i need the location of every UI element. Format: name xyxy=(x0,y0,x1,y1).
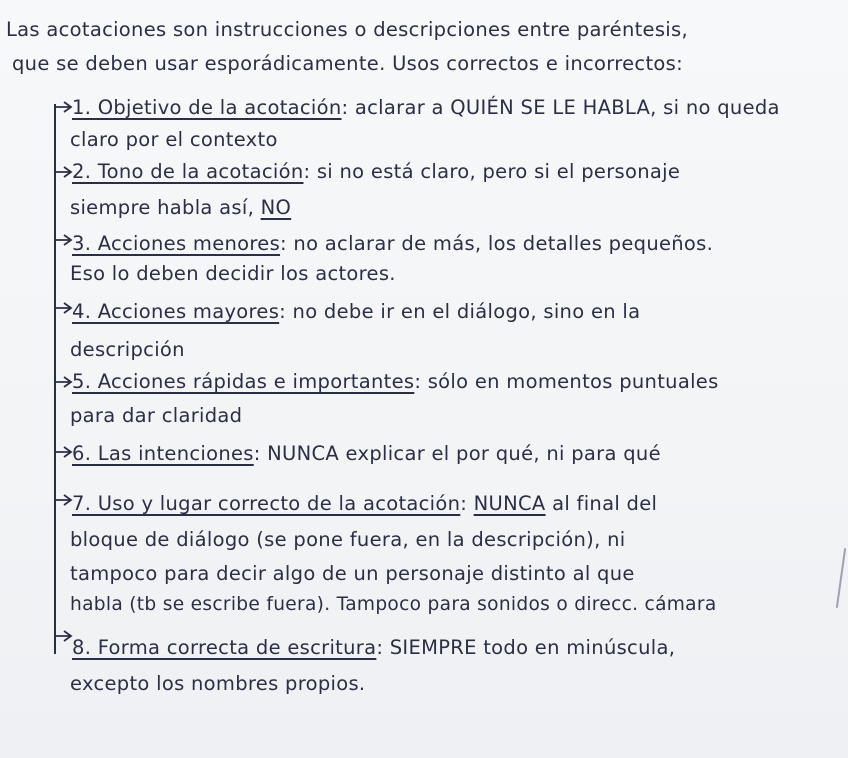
item-7-line-4: habla (tb se escribe fuera). Tampoco para sonidos o direcc. cámara xyxy=(70,594,717,615)
item-title: 8. Forma correcta de escritura xyxy=(72,636,377,659)
list-item-8 xyxy=(72,636,675,659)
item-title: 5. Acciones rápidas e importantes xyxy=(72,370,415,393)
item-text: : si no está claro, pero si el personaje xyxy=(303,160,681,183)
list-item-5 xyxy=(72,370,719,393)
arrow-icon xyxy=(36,296,74,318)
arrow-icon xyxy=(36,440,74,462)
list-item-1 xyxy=(72,96,780,119)
arrow-icon xyxy=(36,160,74,182)
arrow-icon xyxy=(36,370,74,392)
list-item-4 xyxy=(72,300,640,323)
list-item-2 xyxy=(72,160,680,183)
list-item-7 xyxy=(72,492,657,515)
arrow-icon xyxy=(36,488,74,510)
item-title: 6. Las intenciones xyxy=(72,442,254,465)
item-7-line-2: bloque de diálogo (se pone fuera, en la descripción), ni xyxy=(70,528,626,551)
emphasis-no: NO xyxy=(260,196,292,219)
list-item-6 xyxy=(72,442,661,465)
item-text: siempre habla así, xyxy=(70,196,261,219)
item-7-line-3: tampoco para decir algo de un personaje distinto al que xyxy=(70,562,635,585)
item-text: : no debe ir en el diálogo, sino en la xyxy=(279,300,641,323)
item-text: : xyxy=(460,492,474,515)
emphasis-nunca: NUNCA xyxy=(473,492,546,515)
arrow-icon xyxy=(36,228,74,250)
item-text: : SIEMPRE todo en minúscula, xyxy=(376,636,676,659)
item-3-line-2: Eso lo deben decidir los actores. xyxy=(70,262,396,285)
item-text: : aclarar a QUIÉN SE LE HABLA, si no queda xyxy=(341,96,780,119)
item-title: 4. Acciones mayores xyxy=(72,300,280,323)
item-text: : sólo en momentos puntuales xyxy=(414,370,719,393)
item-title: 7. Uso y lugar correcto de la acotación xyxy=(72,492,461,515)
item-text: : no aclarar de más, los detalles pequeños. xyxy=(280,232,714,255)
item-1-line-2: claro por el contexto xyxy=(70,128,278,151)
item-title: 1. Objetivo de la acotación xyxy=(72,96,342,119)
arrow-icon xyxy=(36,95,74,117)
arrow-icon xyxy=(36,624,74,646)
intro-line-1: Las acotaciones son instrucciones o descripciones entre paréntesis, xyxy=(6,18,688,41)
item-text: : NUNCA explicar el por qué, ni para qué xyxy=(253,442,661,465)
item-2-line-2 xyxy=(70,196,291,219)
intro-line-2: que se deben usar esporádicamente. Usos correctos e incorrectos: xyxy=(12,52,683,75)
pen-stroke-mark xyxy=(836,548,846,608)
item-text: al final del xyxy=(545,492,658,515)
item-5-line-2: para dar claridad xyxy=(70,404,243,427)
item-8-line-2: excepto los nombres propios. xyxy=(70,672,366,695)
item-4-line-2: descripción xyxy=(70,338,185,361)
item-title: 2. Tono de la acotación xyxy=(72,160,304,183)
item-title: 3. Acciones menores xyxy=(72,232,281,255)
list-item-3 xyxy=(72,232,713,255)
